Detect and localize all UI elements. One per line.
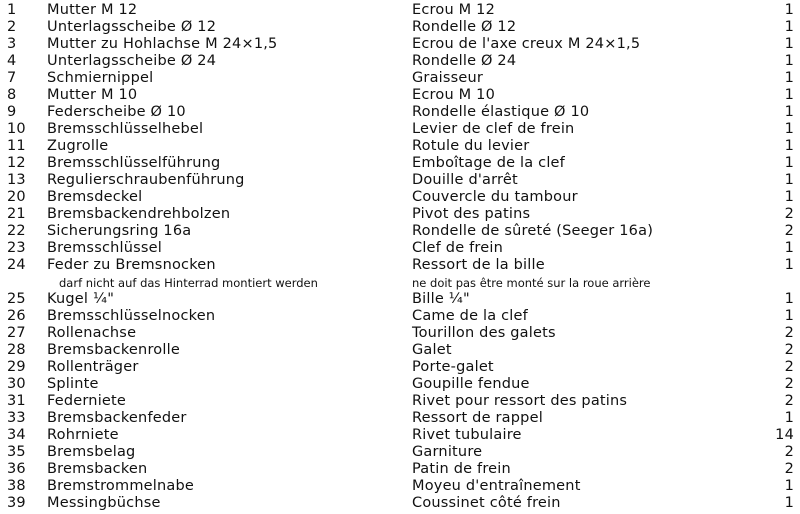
parts-row [0,70,800,87]
part-number: 27 [7,325,26,341]
part-quantity: 1 [784,53,794,69]
part-number: 21 [7,206,26,222]
parts-row [0,461,800,478]
parts-row [0,172,800,189]
part-number: 12 [7,155,26,171]
part-quantity: 2 [784,359,794,375]
part-number: 1 [7,2,17,18]
part-number: 20 [7,189,26,205]
part-name-french: Moyeu d'entraînement [412,478,581,494]
part-name-german: Bremsbackenfeder [47,410,187,426]
parts-row [0,155,800,172]
part-number: 35 [7,444,26,460]
part-name-french: Garniture [412,444,483,460]
part-name-german: Splinte [47,376,99,392]
parts-row [0,478,800,495]
part-number: 33 [7,410,26,426]
parts-row [0,121,800,138]
note-german: darf nicht auf das Hinterrad montiert werden [59,276,318,290]
part-quantity: 2 [784,461,794,477]
parts-row [0,342,800,359]
part-name-german: Bremsschlüssel [47,240,162,256]
part-quantity: 2 [784,393,794,409]
part-name-german: Mutter M 10 [47,87,138,103]
parts-row [0,104,800,121]
part-number: 28 [7,342,26,358]
part-quantity: 1 [784,495,794,511]
parts-row [0,223,800,240]
part-quantity: 1 [784,240,794,256]
part-name-french: Ecrou de l'axe creux M 24×1,5 [412,36,641,52]
part-name-french: Coussinet côté frein [412,495,561,511]
part-name-german: Rohrniete [47,427,119,443]
part-quantity: 2 [784,223,794,239]
note-french: ne doit pas être monté sur la roue arrière [412,276,651,290]
parts-row [0,206,800,223]
parts-row [0,87,800,104]
part-quantity: 1 [784,172,794,188]
part-name-german: Bremsschlüsselführung [47,155,221,171]
part-name-german: Mutter zu Hohlachse M 24×1,5 [47,36,278,52]
part-number: 3 [7,36,17,52]
part-name-french: Levier de clef de frein [412,121,575,137]
part-number: 22 [7,223,26,239]
parts-row [0,138,800,155]
parts-row [0,444,800,461]
part-name-french: Came de la clef [412,308,528,324]
part-quantity: 1 [784,155,794,171]
part-number: 26 [7,308,26,324]
part-name-german: Mutter M 12 [47,2,138,18]
mounting-note [0,276,800,290]
part-quantity: 1 [784,189,794,205]
part-quantity: 1 [784,410,794,426]
part-quantity: 1 [784,2,794,18]
part-name-french: Galet [412,342,452,358]
part-number: 13 [7,172,26,188]
part-quantity: 2 [784,342,794,358]
parts-row [0,189,800,206]
parts-row [0,325,800,342]
part-name-french: Graisseur [412,70,484,86]
part-number: 39 [7,495,26,511]
part-quantity: 2 [784,376,794,392]
part-number: 2 [7,19,17,35]
part-name-german: Rollenachse [47,325,137,341]
part-name-french: Patin de frein [412,461,511,477]
part-number: 23 [7,240,26,256]
part-name-german: Zugrolle [47,138,109,154]
part-number: 36 [7,461,26,477]
parts-row [0,376,800,393]
part-quantity: 1 [784,87,794,103]
part-number: 4 [7,53,17,69]
parts-row [0,359,800,376]
parts-row [0,36,800,53]
part-name-french: Rondelle élastique Ø 10 [412,104,590,120]
part-quantity: 1 [784,104,794,120]
part-name-german: Bremsbacken [47,461,148,477]
part-name-german: Bremstrommelnabe [47,478,194,494]
part-name-german: Unterlagsscheibe Ø 24 [47,53,217,69]
part-name-french: Emboîtage de la clef [412,155,565,171]
part-number: 7 [7,70,17,86]
part-name-french: Ressort de rappel [412,410,543,426]
part-name-german: Rollenträger [47,359,139,375]
parts-row [0,19,800,36]
part-name-german: Feder zu Bremsnocken [47,257,216,273]
part-name-french: Rivet pour ressort des patins [412,393,628,409]
part-name-french: Rondelle de sûreté (Seeger 16a) [412,223,654,239]
part-name-french: Rivet tubulaire [412,427,522,443]
part-quantity: 1 [784,36,794,52]
part-quantity: 1 [784,19,794,35]
parts-row [0,410,800,427]
part-name-german: Bremsbackendrehbolzen [47,206,231,222]
part-quantity: 1 [784,308,794,324]
parts-row [0,393,800,410]
part-number: 38 [7,478,26,494]
part-name-french: Rondelle Ø 12 [412,19,517,35]
part-name-french: Goupille fendue [412,376,530,392]
parts-row [0,427,800,444]
part-name-french: Ressort de la bille [412,257,545,273]
part-name-french: Pivot des patins [412,206,531,222]
part-name-french: Ecrou M 10 [412,87,496,103]
part-quantity: 1 [784,121,794,137]
part-quantity: 2 [784,325,794,341]
parts-row [0,257,800,274]
part-quantity: 2 [784,444,794,460]
part-number: 34 [7,427,26,443]
part-number: 9 [7,104,17,120]
part-name-german: Bremsbelag [47,444,136,460]
part-quantity: 14 [775,427,794,443]
part-name-german: Schmiernippel [47,70,154,86]
part-number: 25 [7,291,26,307]
part-name-german: Kugel ¼" [47,291,115,307]
part-name-german: Sicherungsring 16a [47,223,192,239]
parts-row [0,495,800,512]
part-quantity: 1 [784,257,794,273]
part-name-german: Bremsdeckel [47,189,143,205]
part-quantity: 1 [784,138,794,154]
part-quantity: 1 [784,478,794,494]
part-name-french: Couvercle du tambour [412,189,578,205]
part-name-french: Clef de frein [412,240,504,256]
part-name-french: Rondelle Ø 24 [412,53,517,69]
part-quantity: 2 [784,206,794,222]
part-name-german: Bremsschlüsselhebel [47,121,204,137]
part-name-french: Ecrou M 12 [412,2,496,18]
part-name-german: Bremsbackenrolle [47,342,180,358]
part-name-german: Federniete [47,393,127,409]
part-name-german: Unterlagsscheibe Ø 12 [47,19,217,35]
part-name-german: Bremsschlüsselnocken [47,308,216,324]
part-number: 24 [7,257,26,273]
part-number: 30 [7,376,26,392]
part-number: 10 [7,121,26,137]
part-number: 29 [7,359,26,375]
part-name-german: Messingbüchse [47,495,161,511]
part-name-german: Federscheibe Ø 10 [47,104,186,120]
part-name-french: Porte-galet [412,359,494,375]
part-name-french: Bille ¼" [412,291,470,307]
part-quantity: 1 [784,291,794,307]
part-number: 8 [7,87,17,103]
parts-row [0,53,800,70]
part-name-german: Regulierschraubenführung [47,172,245,188]
parts-row [0,308,800,325]
part-number: 11 [7,138,26,154]
parts-row [0,291,800,308]
part-name-french: Tourillon des galets [412,325,556,341]
part-name-french: Rotule du levier [412,138,530,154]
part-name-french: Douille d'arrêt [412,172,518,188]
part-quantity: 1 [784,70,794,86]
parts-row [0,2,800,19]
part-number: 31 [7,393,26,409]
parts-row [0,240,800,257]
